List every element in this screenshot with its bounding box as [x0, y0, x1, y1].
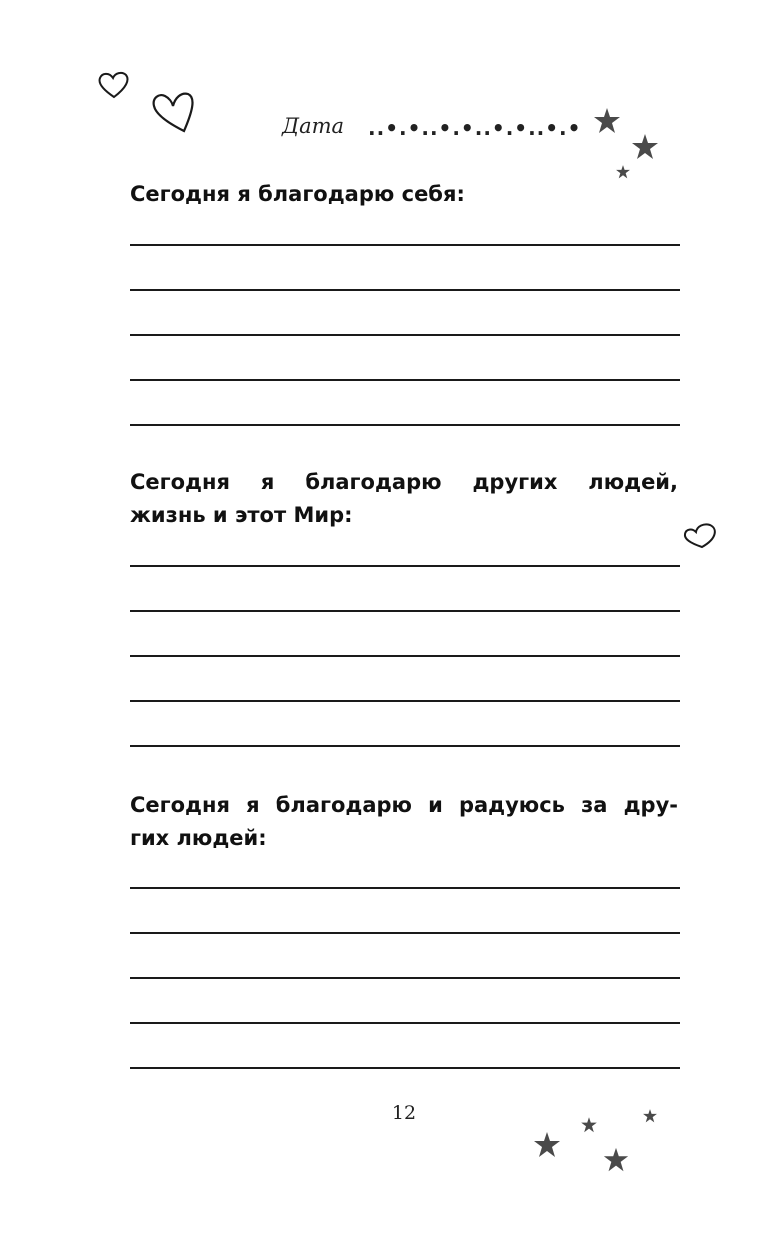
- section-1-writing-line[interactable]: [130, 334, 680, 336]
- section-1-writing-line[interactable]: [130, 424, 680, 426]
- section-1-prompt-line: Сегодня я благодарю себя:: [130, 182, 465, 206]
- section-2-writing-line[interactable]: [130, 610, 680, 612]
- section-2-prompt-line: жизнь и этот Мир:: [130, 503, 353, 527]
- section-2-prompt-line: Сегодня я благодарю других людей,: [130, 470, 678, 494]
- large-heart-icon: [150, 88, 198, 134]
- section-2-writing-line[interactable]: [130, 565, 680, 567]
- side-heart-icon: [682, 520, 720, 550]
- section-3-prompt: [130, 789, 678, 855]
- section-3-writing-line[interactable]: [130, 887, 680, 889]
- section-3-prompt-line: Сегодня я благодарю и радуюсь за дру-: [130, 793, 678, 817]
- star-icon: [630, 132, 660, 162]
- section-3-writing-line[interactable]: [130, 1022, 680, 1024]
- section-1-prompt: [130, 178, 678, 211]
- date-label: Дата: [282, 114, 345, 138]
- section-3-writing-line[interactable]: [130, 932, 680, 934]
- star-icon: [642, 1108, 658, 1124]
- page-number: 12: [391, 1102, 417, 1124]
- star-icon: [532, 1128, 562, 1162]
- section-2-writing-line[interactable]: [130, 655, 680, 657]
- section-3-prompt-line: гих людей:: [130, 826, 267, 850]
- small-heart-icon: [96, 70, 132, 100]
- date-fill-dots: ..•.•..•.•..•.•..•.•: [368, 116, 582, 140]
- section-2-writing-line[interactable]: [130, 700, 680, 702]
- star-icon: [592, 106, 622, 136]
- star-icon: [580, 1116, 598, 1134]
- section-1-writing-line[interactable]: [130, 379, 680, 381]
- section-1-writing-line[interactable]: [130, 244, 680, 246]
- section-2-prompt: [130, 466, 678, 532]
- section-2-writing-line[interactable]: [130, 745, 680, 747]
- section-3-writing-line[interactable]: [130, 977, 680, 979]
- star-icon: [600, 1146, 632, 1174]
- section-1-writing-line[interactable]: [130, 289, 680, 291]
- section-3-writing-line[interactable]: [130, 1067, 680, 1069]
